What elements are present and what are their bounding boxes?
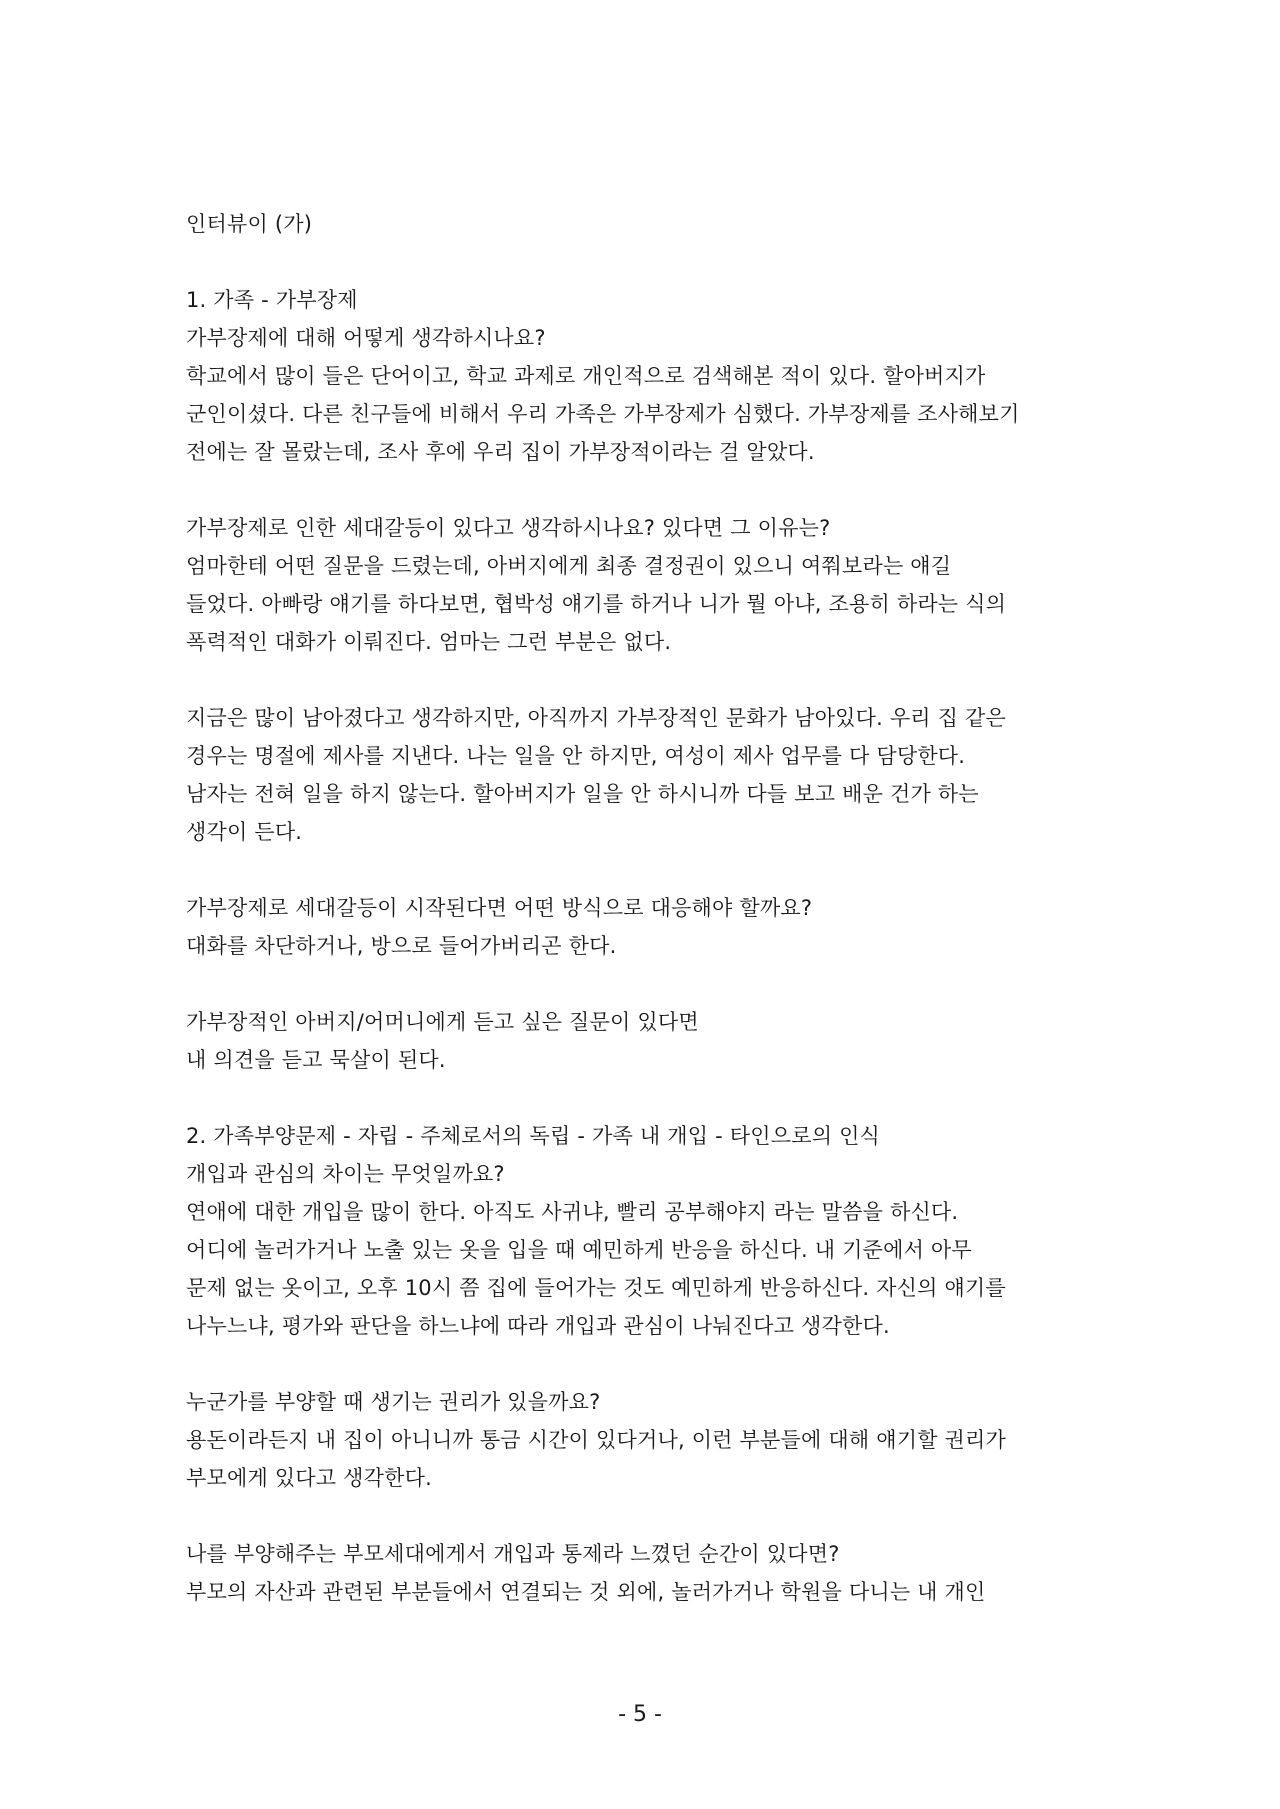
answer-line: 연애에 대한 개입을 많이 한다. 아직도 사귀냐, 빨리 공부해야지 라는 말씀을 하신다. — [186, 1200, 959, 1224]
question: 개입과 관심의 차이는 무엇일까요? — [186, 1162, 505, 1186]
answer-line: 지금은 많이 남아졌다고 생각하지만, 아직까지 가부장적인 문화가 남아있다. 우리 집 같은 — [186, 706, 1006, 730]
answer-line: 남자는 전혀 일을 하지 않는다. 할아버지가 일을 안 하시니까 다들 보고 배운 건가 하는 — [186, 782, 979, 806]
section-1-heading: 1. 가족 - 가부장제 — [186, 288, 358, 312]
section-2-heading: 2. 가족부양문제 - 자립 - 주체로서의 독립 - 가족 내 개입 - 타인으로의 인식 — [186, 1124, 881, 1148]
question: 가부장제에 대해 어떻게 생각하시나요? — [186, 326, 546, 350]
answer-line: 들었다. 아빠랑 얘기를 하다보면, 협박성 얘기를 하거나 니가 뭘 아냐, 조용히 하라는 식의 — [186, 592, 1007, 616]
answer-line: 전에는 잘 몰랐는데, 조사 후에 우리 집이 가부장적이라는 걸 알았다. — [186, 440, 815, 464]
answer-line: 부모에게 있다고 생각한다. — [186, 1466, 432, 1490]
answer-line: 부모의 자산과 관련된 부분들에서 연결되는 것 외에, 놀러가거나 학원을 다니는 내 개인 — [186, 1580, 986, 1604]
answer-line: 어디에 놀러가거나 노출 있는 옷을 입을 때 예민하게 반응을 하신다. 내 기준에서 아무 — [186, 1238, 972, 1262]
interviewee-title: 인터뷰이 (가) — [186, 212, 313, 236]
page-number: - 5 - — [618, 1702, 662, 1727]
document-page — [186, 205, 1106, 1611]
answer-line: 폭력적인 대화가 이뤄진다. 엄마는 그런 부분은 없다. — [186, 630, 672, 654]
answer-line: 경우는 명절에 제사를 지낸다. 나는 일을 안 하지만, 여성이 제사 업무를 다 담당한다. — [186, 744, 966, 768]
answer-line: 생각이 든다. — [186, 820, 303, 844]
question: 가부장제로 세대갈등이 시작된다면 어떤 방식으로 대응해야 할까요? — [186, 896, 813, 920]
answer-line: 대화를 차단하거나, 방으로 들어가버리곤 한다. — [186, 934, 617, 958]
question: 나를 부양해주는 부모세대에게서 개입과 통제라 느꼈던 순간이 있다면? — [186, 1542, 840, 1566]
answer-line: 나누느냐, 평가와 판단을 하느냐에 따라 개입과 관심이 나눠진다고 생각한다. — [186, 1314, 890, 1338]
answer-line: 엄마한테 어떤 질문을 드렸는데, 아버지에게 최종 결정권이 있으니 여쭤보라는 얘길 — [186, 554, 952, 578]
answer-line: 군인이셨다. 다른 친구들에 비해서 우리 가족은 가부장제가 심했다. 가부장제를 조사해보기 — [186, 402, 1020, 426]
question: 누군가를 부양할 때 생기는 권리가 있을까요? — [186, 1390, 601, 1414]
answer-line: 문제 없는 옷이고, 오후 10시 쯤 집에 들어가는 것도 예민하게 반응하신다. 자신의 얘기를 — [186, 1276, 1006, 1300]
answer-line: 학교에서 많이 들은 단어이고, 학교 과제로 개인적으로 검색해본 적이 있다. 할아버지가 — [186, 364, 986, 388]
answer-line: 내 의견을 듣고 묵살이 된다. — [186, 1048, 446, 1072]
question: 가부장제로 인한 세대갈등이 있다고 생각하시나요? 있다면 그 이유는? — [186, 516, 831, 540]
question: 가부장적인 아버지/어머니에게 듣고 싶은 질문이 있다면 — [186, 1010, 699, 1034]
answer-line: 용돈이라든지 내 집이 아니니까 통금 시간이 있다거나, 이런 부분들에 대해 얘기할 권리가 — [186, 1428, 1006, 1452]
